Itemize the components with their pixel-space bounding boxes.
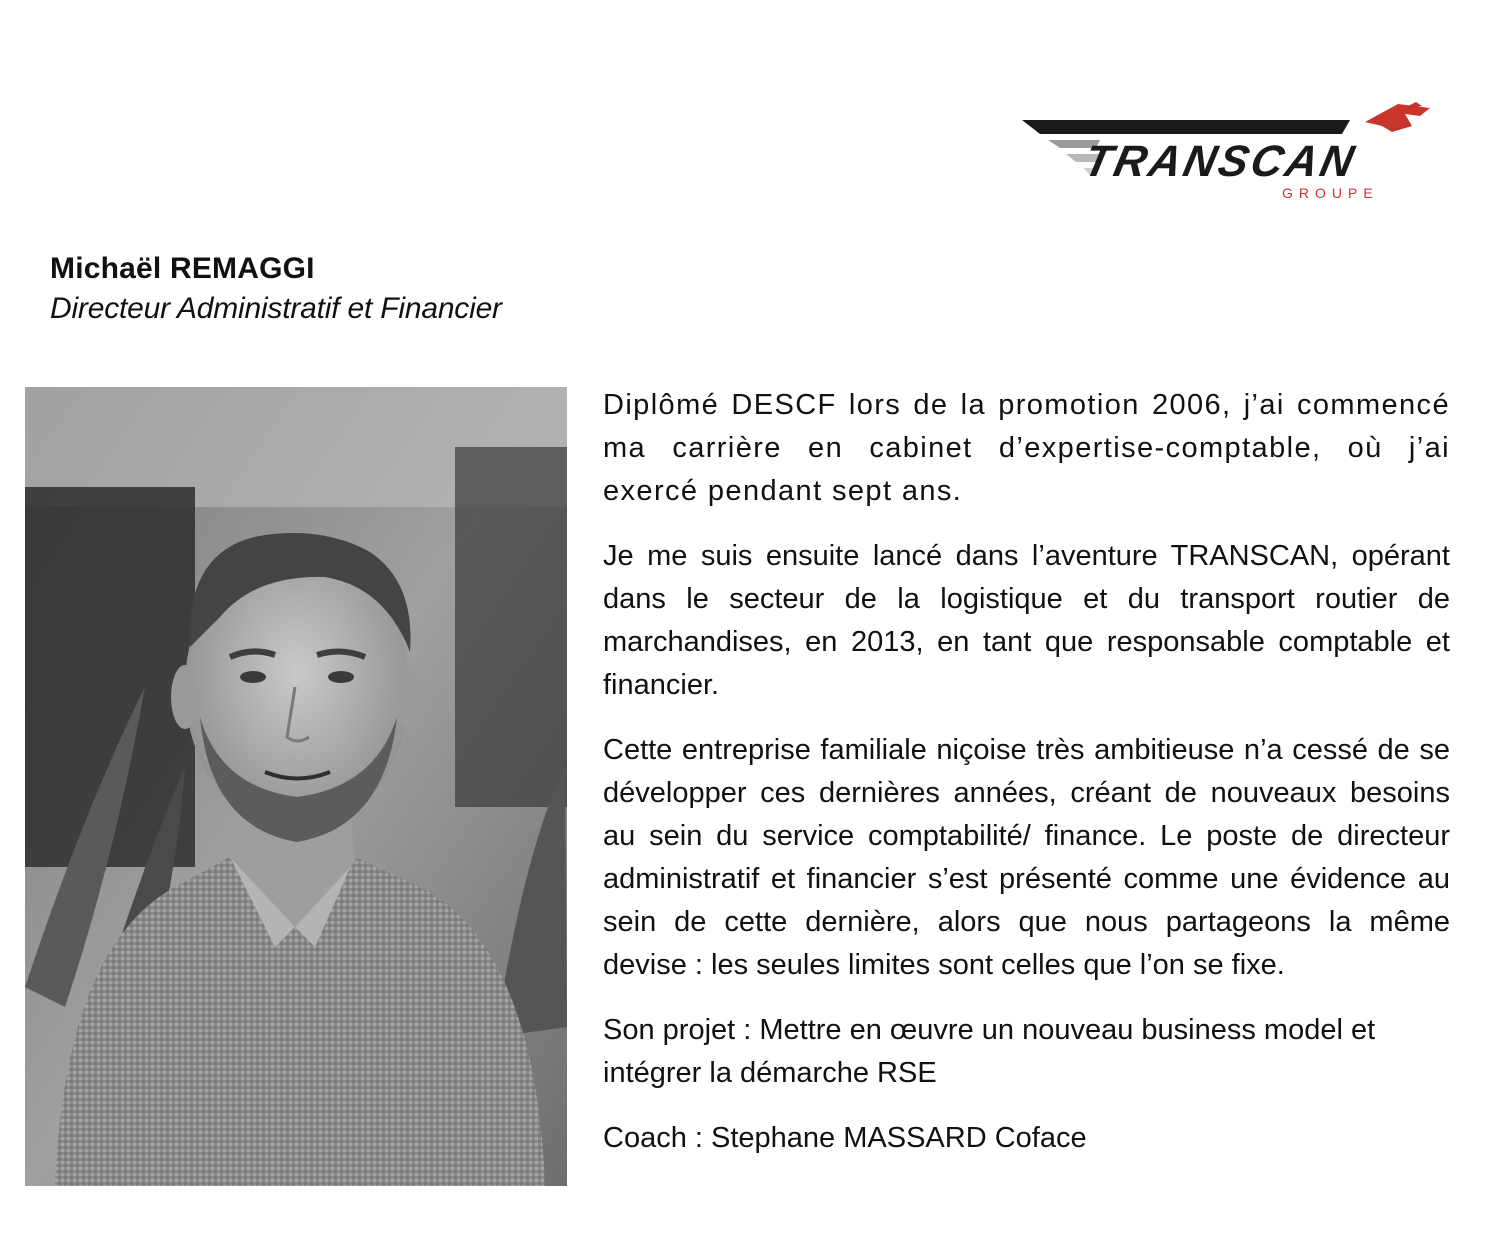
bio-paragraph: Cette entreprise familiale niçoise très ambitieuse n’a cessé de se développer ces dernières années, créant de nouveaux besoins au sein du service comptabilité/ finance. Le poste de directeur administratif et financier s’est présenté comme une évidence au sein de cette dernière, alors que nous partageons la même devise : les seules limites sont celles que l’on se fixe. — [603, 734, 1450, 981]
person-role: Directeur Administratif et Financier — [50, 292, 502, 325]
bio-project: Son projet : Mettre en œuvre un nouveau business model et intégrer la démarche RSE — [603, 1014, 1376, 1089]
transcan-logo — [1020, 100, 1435, 210]
bio-paragraph: Je me suis ensuite lancé dans l’aventure TRANSCAN, opérant dans le secteur de la logistique et du transport routier de marchandises, en 2013, en tant que responsable comptable et financier. — [603, 540, 1450, 701]
bio-paragraph: Diplômé DESCF lors de la promotion 2006, j’ai commencé ma carrière en cabinet d’expertise-comptable, où j’ai exercé pendant sept ans. — [603, 389, 1450, 507]
logo-graphic — [1020, 100, 1435, 210]
bio-coach: Coach : Stephane MASSARD Coface — [603, 1122, 1087, 1154]
person-name: Michaël REMAGGI — [50, 252, 315, 285]
bio-text — [603, 384, 1450, 1160]
portrait-photo — [25, 387, 567, 1186]
eagle-icon — [1365, 102, 1430, 132]
logo-tagline-text: GROUPE — [1282, 185, 1379, 201]
logo-brand-text: TRANSCAN — [1079, 137, 1361, 186]
